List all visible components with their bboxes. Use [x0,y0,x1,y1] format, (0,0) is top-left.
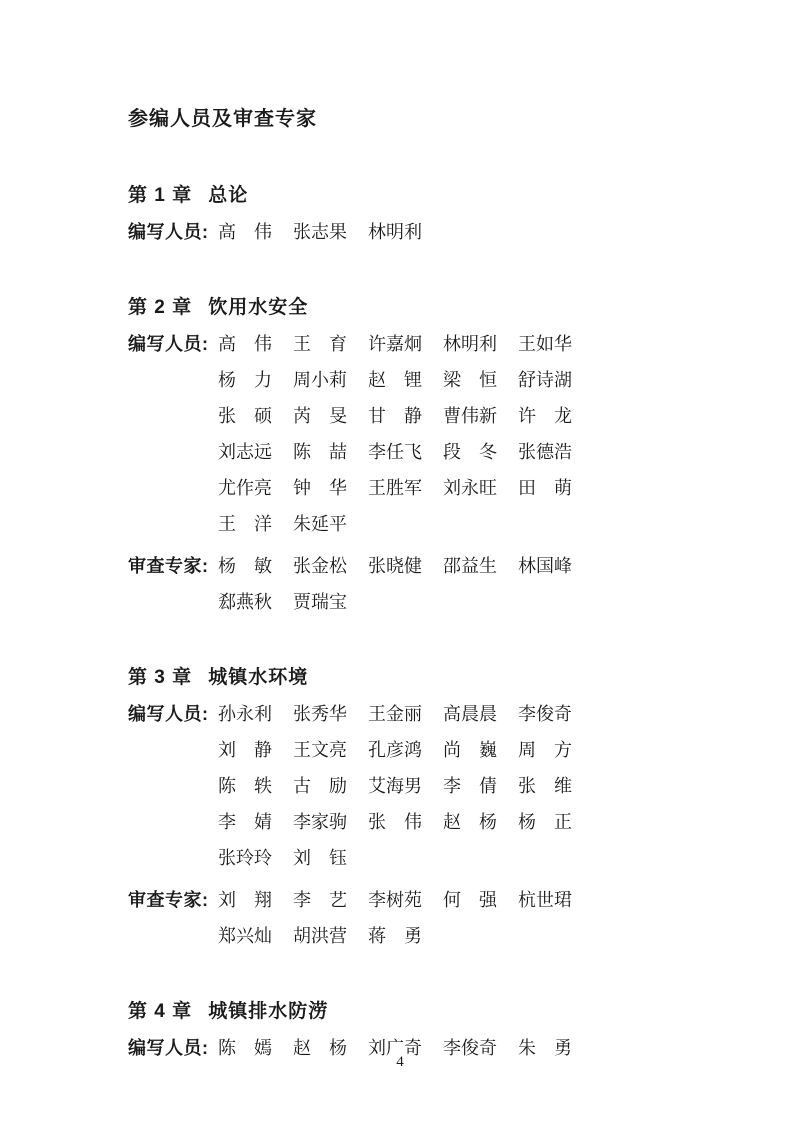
person-name: 林国峰 [518,556,572,576]
personnel-row [128,398,672,434]
personnel-group [128,214,672,250]
person-name: 张秀华 [293,704,347,724]
person-name: 刘广奇 [368,1038,422,1058]
person-name: 赵 杨 [443,812,497,832]
person-name: 甘 静 [368,406,422,426]
person-name: 尚 巍 [443,740,497,760]
page-title: 参编人员及审查专家 [128,108,317,130]
person-name: 郑兴灿 [218,926,272,946]
personnel-row [128,804,672,840]
person-name: 李 婧 [218,812,272,832]
personnel-group [128,326,672,542]
person-name: 许 龙 [518,406,572,426]
person-name: 林明利 [368,222,422,242]
person-name: 高 伟 [218,334,272,354]
role-label: 审查专家: [128,556,209,576]
personnel-row [128,326,672,362]
person-name: 朱 勇 [518,1038,572,1058]
personnel-row [128,584,672,620]
role-label: 编写人员: [128,222,209,242]
personnel-group [128,882,672,954]
person-name: 钟 华 [293,478,347,498]
chapter-title: 城镇水环境 [208,667,309,688]
chapter-section [128,660,672,954]
personnel-group [128,548,672,620]
person-name: 邵益生 [443,556,497,576]
person-name: 王 洋 [218,514,272,534]
chapter-heading [128,660,672,696]
person-name: 高晨晨 [443,704,497,724]
person-name: 朱延平 [293,514,347,534]
personnel-row [128,362,672,398]
person-name: 艾海男 [368,776,422,796]
person-name: 贾瑞宝 [293,592,347,612]
person-name: 王文亮 [293,740,347,760]
person-name: 李任飞 [368,442,422,462]
person-name: 孙永利 [218,704,272,724]
person-name: 李 艺 [293,890,347,910]
person-name: 许嘉炯 [368,334,422,354]
person-name: 刘志远 [218,442,272,462]
person-name: 李俊奇 [443,1038,497,1058]
person-name: 张玲玲 [218,848,272,868]
personnel-group [128,696,672,876]
person-name: 林明利 [443,334,497,354]
person-name: 郄燕秋 [218,592,272,612]
person-name: 舒诗湖 [518,370,572,390]
person-name: 李俊奇 [518,704,572,724]
person-name: 芮 旻 [293,406,347,426]
person-name: 张晓健 [368,556,422,576]
person-name: 赵 锂 [368,370,422,390]
person-name: 张 伟 [368,812,422,832]
chapter-section [128,178,672,250]
personnel-row [128,506,672,542]
personnel-row [128,696,672,732]
role-label: 审查专家: [128,890,209,910]
person-name: 陈 轶 [218,776,272,796]
person-name: 陈 喆 [293,442,347,462]
person-name: 周小莉 [293,370,347,390]
person-name: 刘 翔 [218,890,272,910]
chapter-title: 总论 [208,185,249,206]
person-name: 杨 正 [518,812,572,832]
chapter-label: 第 2 章 [128,297,193,318]
role-label: 编写人员: [128,1038,209,1058]
person-name: 段 冬 [443,442,497,462]
person-name: 王 育 [293,334,347,354]
chapter-label: 第 1 章 [128,185,193,206]
person-name: 杨 敏 [218,556,272,576]
personnel-row [128,882,672,918]
person-name: 梁 恒 [443,370,497,390]
person-name: 蒋 勇 [368,926,422,946]
person-name: 张金松 [293,556,347,576]
chapter-title: 饮用水安全 [208,297,309,318]
person-name: 张 硕 [218,406,272,426]
chapter-title: 城镇排水防涝 [208,1001,329,1022]
personnel-row [128,214,672,250]
person-name: 古 励 [293,776,347,796]
chapter-heading [128,290,672,326]
person-name: 张志果 [293,222,347,242]
person-name: 王如华 [518,334,572,354]
person-name: 杨 力 [218,370,272,390]
person-name: 周 方 [518,740,572,760]
person-name: 曹伟新 [443,406,497,426]
person-name: 李 倩 [443,776,497,796]
personnel-row [128,732,672,768]
chapter-label: 第 4 章 [128,1001,193,1022]
personnel-row [128,470,672,506]
chapter-heading [128,994,672,1030]
personnel-row [128,768,672,804]
person-name: 高 伟 [218,222,272,242]
person-name: 王金丽 [368,704,422,724]
person-name: 赵 杨 [293,1038,347,1058]
chapter-list [128,178,672,1066]
person-name: 刘 静 [218,740,272,760]
personnel-row [128,840,672,876]
person-name: 王胜军 [368,478,422,498]
person-name: 尤作亮 [218,478,272,498]
page-number: 4 [396,1054,404,1070]
person-name: 李树苑 [368,890,422,910]
person-name: 刘永旺 [443,478,497,498]
person-name: 田 萌 [518,478,572,498]
person-name: 何 强 [443,890,497,910]
person-name: 李家驹 [293,812,347,832]
personnel-row [128,918,672,954]
person-name: 陈 嫣 [218,1038,272,1058]
chapter-section [128,290,672,620]
person-name: 杭世珺 [518,890,572,910]
chapter-label: 第 3 章 [128,667,193,688]
role-label: 编写人员: [128,704,209,724]
chapter-heading [128,178,672,214]
person-name: 胡洪营 [293,926,347,946]
personnel-row [128,548,672,584]
person-name: 孔彦鸿 [368,740,422,760]
person-name: 张德浩 [518,442,572,462]
personnel-row [128,434,672,470]
role-label: 编写人员: [128,334,209,354]
person-name: 刘 钰 [293,848,347,868]
person-name: 张 维 [518,776,572,796]
